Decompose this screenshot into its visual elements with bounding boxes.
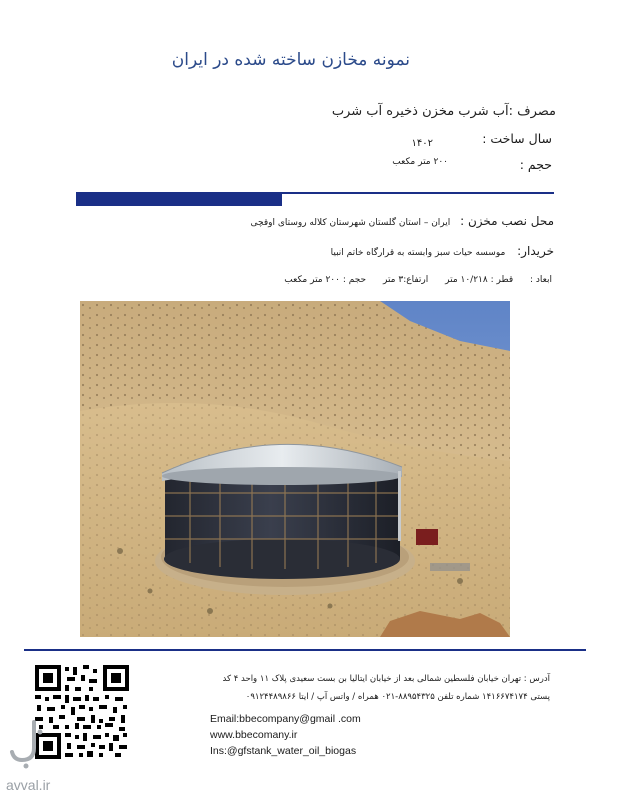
- divider-accent-block: [76, 194, 282, 206]
- build-year-label: سال ساخت :: [482, 131, 552, 146]
- contact-address-block: [222, 670, 550, 706]
- contact-phones: پستی ۱۴۱۶۶۷۴۱۷۴ شماره تلفن ۸۸۹۵۴۳۲۵-۰۲۱ همراه / واتس آپ / ایتا ۰۹۱۲۴۴۸۹۸۶۶: [245, 692, 550, 702]
- page-title: نمونه مخازن ساخته شده در ایران: [171, 50, 410, 70]
- build-year-value: ۱۴۰۲: [411, 138, 433, 149]
- volume-label: حجم :: [519, 157, 552, 172]
- buyer-label: خریدار:: [517, 244, 554, 258]
- location-value: ایران – استان گلستان شهرستان کلاله روستای اوقچی: [250, 218, 451, 228]
- tank-photo: [80, 301, 510, 637]
- tank-photo-illustration: [80, 301, 510, 637]
- diameter-value: قطر : ۱۰/۲۱۸ متر: [445, 275, 514, 285]
- dimensions-label: ابعاد :: [530, 275, 552, 285]
- watermark-logo-icon: [8, 718, 48, 770]
- location-label: محل نصب مخزن :: [460, 214, 554, 228]
- contact-website[interactable]: www.bbecomany.ir: [210, 729, 298, 741]
- buyer-row: [331, 244, 554, 258]
- volume-value: ۲۰۰ متر مکعب: [392, 157, 448, 167]
- contact-instagram[interactable]: Ins:@gfstank_water_oil_biogas: [210, 745, 357, 757]
- contact-address: آدرس : تهران خیابان فلسطین شمالی بعد از خیابان ایتالیا بن بست سعیدی پلاک ۱۱ واحد ۴ کد: [222, 674, 550, 684]
- usage-line: مصرف :آب شرب مخزن ذخیره آب شرب: [331, 104, 556, 119]
- dimension-volume-value: حجم : ۲۰۰ متر مکعب: [284, 275, 367, 285]
- location-row: [251, 214, 554, 228]
- dimensions-row: [270, 275, 552, 285]
- height-value: ارتفاع:۳ متر: [382, 275, 429, 285]
- divider-bottom: [24, 649, 586, 651]
- contact-email[interactable]: Email:bbecompany@gmail .com: [210, 713, 361, 725]
- buyer-value: موسسه حیات سبز وابسته به قرارگاه خاتم انبیا: [330, 248, 506, 258]
- watermark-text: avval.ir: [6, 777, 51, 793]
